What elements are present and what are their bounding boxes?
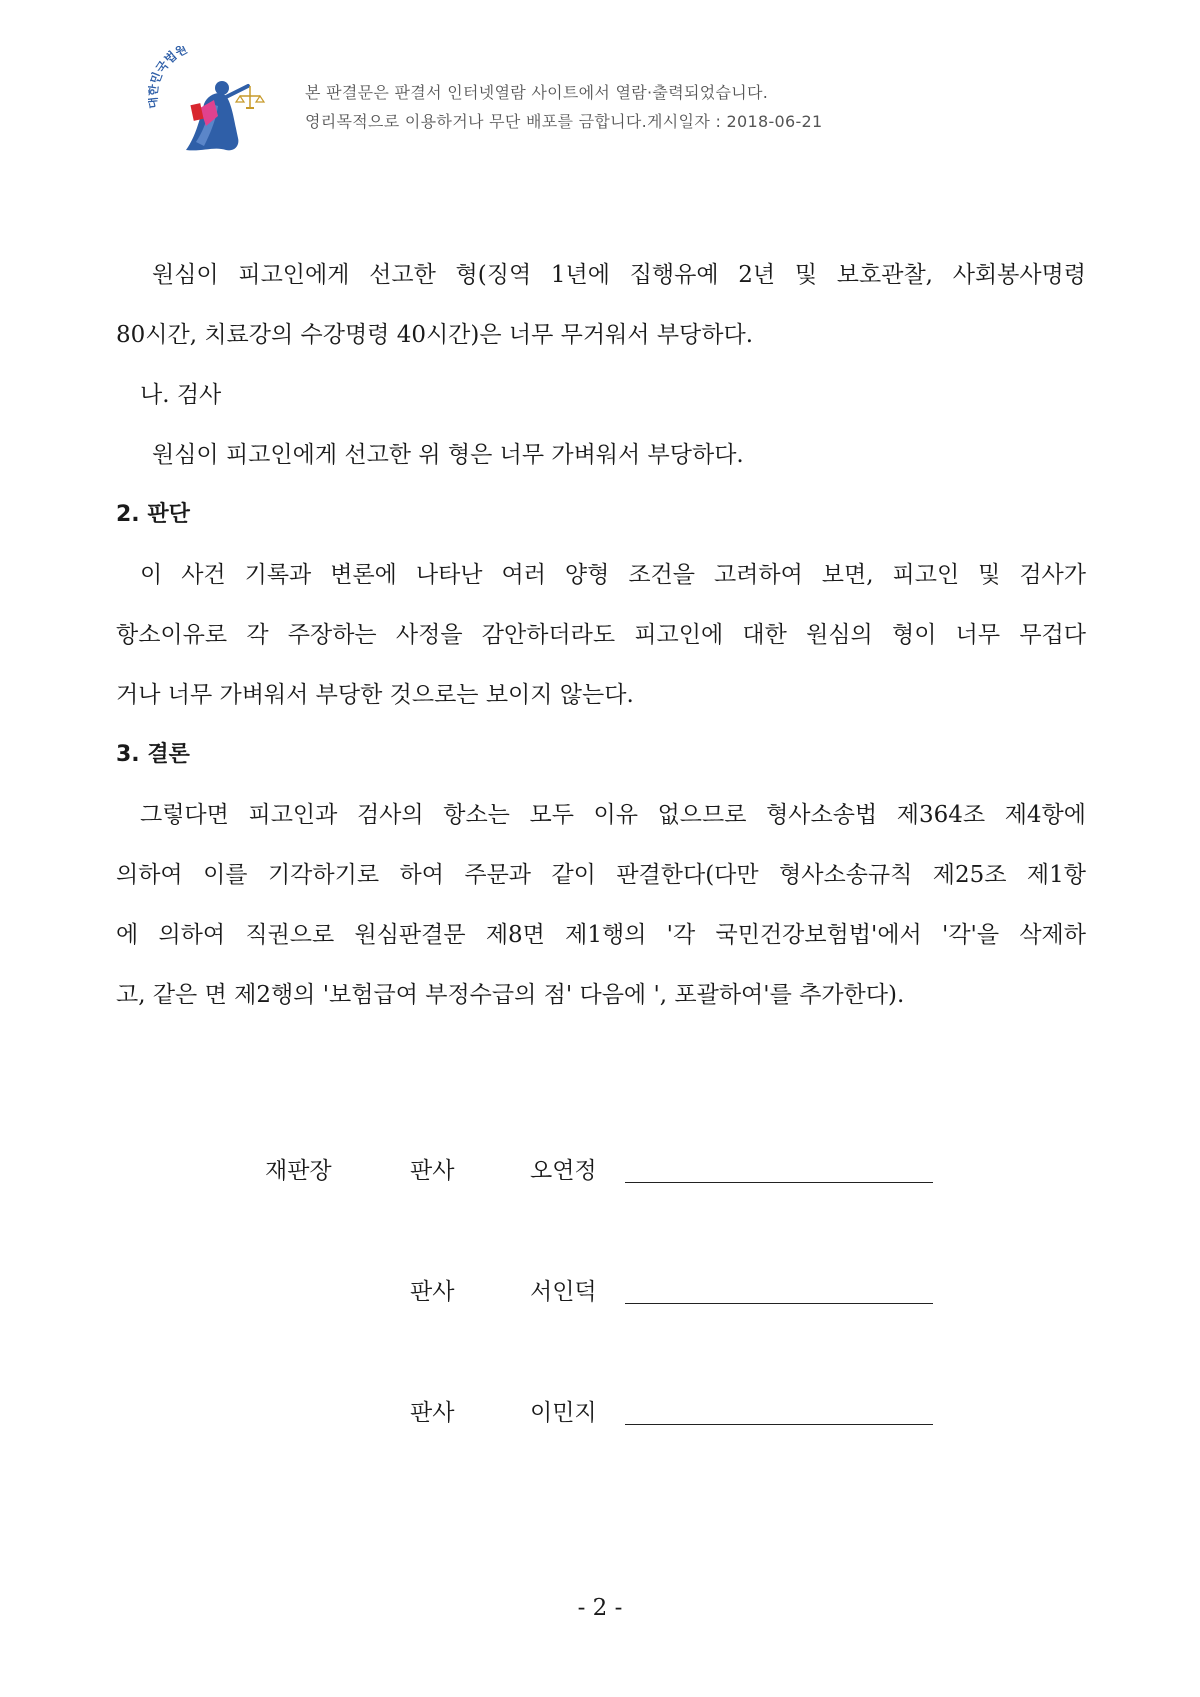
paragraph-line: 고, 같은 면 제2행의 '보험급여 부정수급의 점' 다음에 ', 포괄하여'를 추가한다).: [116, 982, 905, 1008]
signature-role: 판사: [410, 1279, 455, 1305]
notice-line-1: 본 판결문은 판결서 인터넷열람 사이트에서 열람·출력되었습니다.: [305, 83, 769, 102]
heading-judgment: 2. 판단: [116, 502, 190, 527]
paragraph-line: 이 사건 기록과 변론에 나타난 여러 양형 조건을 고려하여 보면, 피고인 및 검사가: [140, 562, 1086, 588]
paragraph-line: 원심이 피고인에게 선고한 형(징역 1년에 집행유예 2년 및 보호관찰, 사회봉사명령: [152, 262, 1086, 288]
signature-line: [625, 1303, 933, 1304]
paragraph-line: 그렇다면 피고인과 검사의 항소는 모두 이유 없으므로 형사소송법 제364조 제4항에: [140, 802, 1086, 828]
print-notice: [305, 78, 1105, 136]
paragraph-line: 의하여 이를 기각하기로 하여 주문과 같이 판결한다(다만 형사소송규칙 제25조 제1항: [116, 862, 1086, 888]
subheading-prosecutor: 나. 검사: [140, 382, 222, 408]
justice-statue-icon: [148, 46, 278, 164]
paragraph-line: 에 의하여 직권으로 원심판결문 제8면 제1행의 '각 국민건강보험법'에서 '각'을 삭제하: [116, 922, 1086, 948]
signature-row-judge: [0, 1273, 1200, 1313]
notice-line-2: 영리목적으로 이용하거나 무단 배포를 금합니다.게시일자 : 2018-06-21: [305, 112, 823, 131]
signature-title: 재판장: [265, 1158, 332, 1184]
svg-text:대한민국법원: [148, 46, 189, 109]
court-logo: [148, 46, 278, 164]
signature-line: [625, 1424, 933, 1425]
signature-role: 판사: [410, 1400, 455, 1426]
logo-arc-text: 민국법원: [148, 46, 190, 86]
paragraph-line: 원심이 피고인에게 선고한 위 형은 너무 가벼워서 부당하다.: [152, 442, 744, 468]
judgment-body: [116, 245, 1086, 1025]
paragraph-line: 거나 너무 가벼워서 부당한 것으로는 보이지 않는다.: [116, 682, 634, 708]
signature-role: 판사: [410, 1158, 455, 1184]
heading-conclusion: 3. 결론: [116, 742, 190, 767]
page-number: - 2 -: [577, 1595, 623, 1621]
signature-row-presiding: [0, 1152, 1200, 1192]
signature-name: 이민지: [530, 1400, 597, 1426]
signature-row-judge: [0, 1394, 1200, 1434]
paragraph-line: 80시간, 치료강의 수강명령 40시간)은 너무 무거워서 부당하다.: [116, 322, 754, 348]
signature-line: [625, 1182, 933, 1183]
signature-name: 오연정: [530, 1158, 597, 1184]
signature-name: 서인덕: [530, 1279, 597, 1305]
paragraph-line: 항소이유로 각 주장하는 사정을 감안하더라도 피고인에 대한 원심의 형이 너무 무겁다: [116, 622, 1086, 648]
